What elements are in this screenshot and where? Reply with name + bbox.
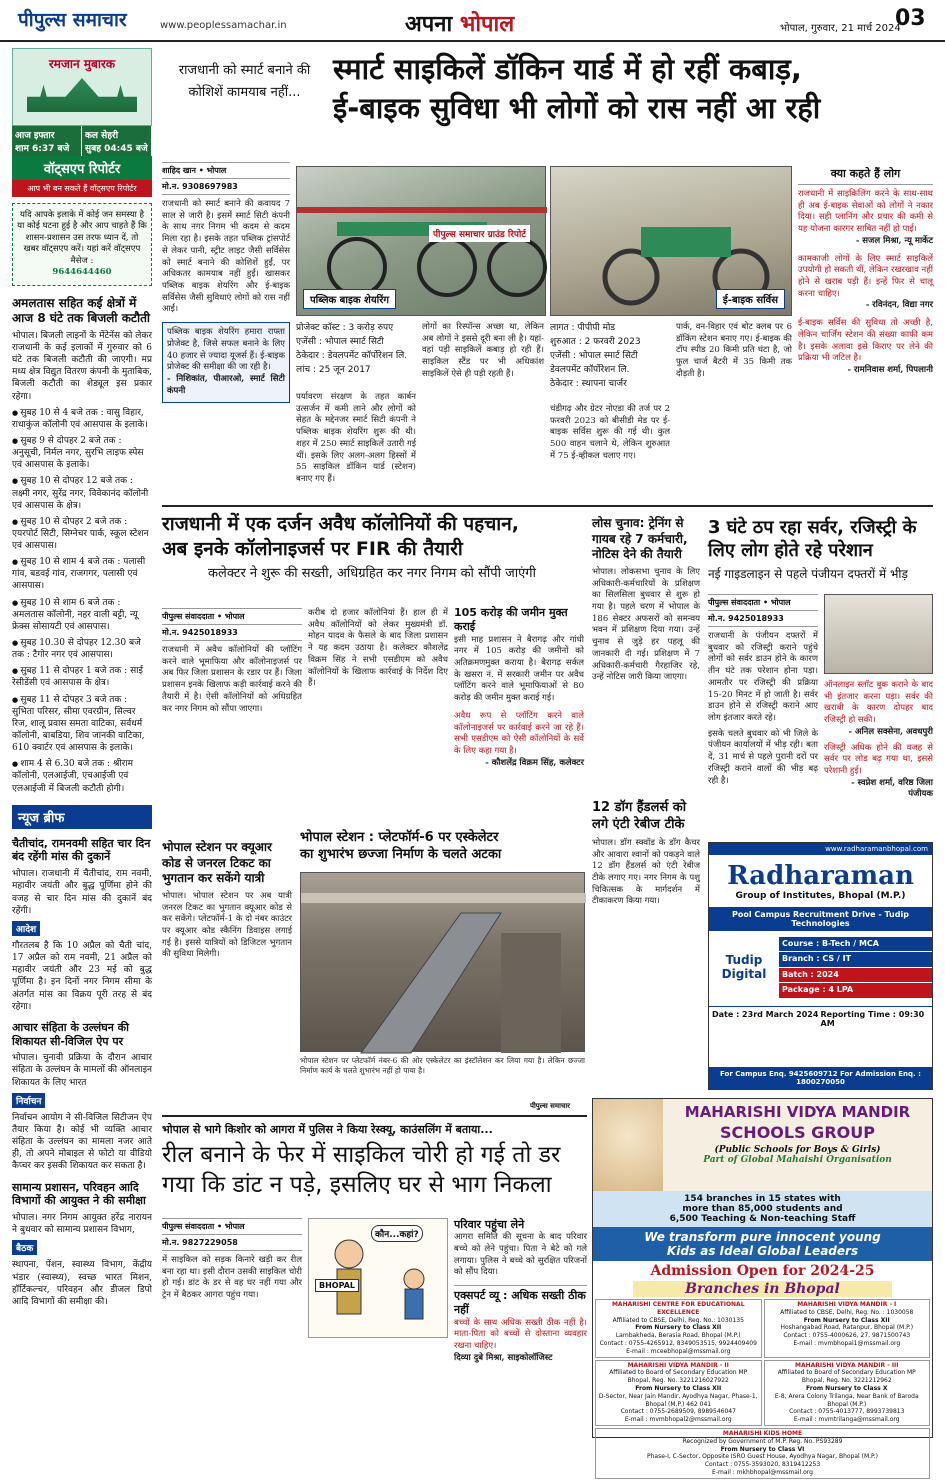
lead-body-4: चंडीगढ़ और ग्रेटर नोएडा की तर्ज पर 2 फरवरी 2023 को बीसीडी मेड पर ई-बाइक सर्विस शुरू की गई थी। कुल 500 वाहन चलाने थे, लेकिन शुरुआत में 75 ई-व्हीकल चलाए गए। — [550, 404, 670, 461]
section-b: भोपाल — [459, 12, 515, 37]
divider — [162, 505, 933, 507]
lead-headline — [333, 50, 933, 128]
ramzan-box — [12, 48, 152, 126]
list-item: ● सुबह 10 से शाम 4 बजे तक : पलासी गांव, बडवई गांव, राजगगर, पलासी एवं आसपास। — [12, 556, 152, 592]
branch-card — [595, 1360, 762, 1426]
collector-quote-by: - कौशलेंद्र विक्रम सिंह, कलेक्टर — [485, 757, 584, 768]
byline-name: पीपुल्स संवाददाता — [162, 612, 215, 621]
fact: ठेकेदार : स्थापना चार्जर — [550, 378, 627, 389]
ad2-titles — [663, 1099, 932, 1191]
quote-2: कामकाजी लोगों के लिए स्मार्ट साइकिलें उपयोगी हो सकती थीं, लेकिन रखरखाव नहीं होने से खराब पड़ी हैं। इन्हें फिर से चालू करना चाहिए। — [798, 253, 933, 299]
fact-box-2 — [550, 322, 670, 392]
branch-aff: Affiliated to CBSE, Delhi, Reg. No.: 1030135 — [612, 1316, 744, 1324]
fact: शुरुआत : 2 फरवरी 2023 — [550, 336, 641, 347]
byline-name: पीपुल्स संवाददाता — [708, 598, 761, 607]
ad2-top — [593, 1099, 932, 1191]
ad-report: Reporting Time : 09:30 AM — [820, 1009, 925, 1028]
section-title — [405, 8, 514, 38]
list-item: ● सुबह 10 से 4 बजे तक : वासु विहार, राधाकुंज कॉलोनी एवं आसपास के इलाके। — [12, 407, 152, 431]
ad2-stat-3: 6,500 Teaching & Non-teaching Staff — [669, 1214, 856, 1224]
branch-addr: Phase-I, C-Sector, Opposite ISRO Guest House, Ayodhya Nagar, Bhopal (M.P.) — [646, 1453, 878, 1461]
ad-package: Package : 4 LPA — [779, 983, 932, 997]
photo2-label: ई-बाइक सर्विस — [716, 289, 785, 309]
byline-name: पीपुल्स संवाददाता — [162, 1222, 215, 1231]
branch-addr: Lambakheda, Berasia Road, Bhopal (M.P.) — [615, 1332, 741, 1340]
bike-sharing-photo — [296, 166, 546, 316]
registry-phone: मो.न. 9425018933 — [708, 611, 818, 627]
branch-name: MAHARISHI VIDYA MANDIR - I — [797, 1301, 897, 1308]
reel-family — [454, 1218, 587, 1365]
escalator-illustration — [301, 873, 586, 1053]
maharishi-ad[interactable] — [592, 1098, 933, 1476]
ad-schedule — [709, 1006, 932, 1031]
branch-class: From Nursery to Class VI — [720, 1445, 805, 1453]
lead-body-2: पर्यावरण संरक्षण के तहत कार्बन उत्सर्जन में कमी लाने और लोगों को सेहत के मद्देनजर स्मार्ट सिटी कंपनी ने पब्लिक बाइक शेयरिंग शुरू की थी। शहर में 250 स्मार्ट साइकिलें उतारी गई थीं। इसके लिए अलग-अलग हिस्सों में 55 साइकिल डॉकिन यार्ड (स्टेशन) बनाए गए हैं। — [296, 392, 416, 485]
list-item: ● सुबह 10 से दोपहर 12 बजे तक : लक्ष्मी नगर, सुरेंद्र नगर, विवेकानंद कॉलोनी एवं आसपास के क्षेत्र। — [12, 475, 152, 511]
radharaman-ad[interactable] — [708, 842, 933, 1090]
fact-box-1 — [296, 322, 416, 378]
sehri-label: कल सेहरी — [85, 131, 119, 141]
brief2-tag: निर्वाचन — [12, 1093, 45, 1108]
smart-city-box — [162, 322, 290, 402]
fact: एजेंसी : भोपाल स्मार्ट सिटी डेवलपमेंट कॉर्पोरेशन लि. — [550, 350, 638, 375]
lead-head-1: स्मार्ट साइकिलें डॉकिन यार्ड में हो रहीं कबाड़, — [333, 52, 802, 86]
election-story — [592, 516, 700, 684]
photo-credit: पीपुल्स समाचार — [530, 1102, 571, 1110]
registry-sub: नई गाइडलाइन से पहले पंजीयन दफ्तरों में भीड़ — [708, 566, 908, 581]
branch-addr: E-8, Arera Colony Trilanga, Near Bank of Baroda Bhopal (M.P.) — [774, 1392, 919, 1408]
left-sidebar — [12, 48, 152, 1438]
registry-quote-1-by: - अनिल सक्सेना, अवधपुरी — [848, 726, 933, 737]
brief1-body: भोपाल। राजधानी में चैतीचांद, राम नवमी, महावीर जयंती और बुद्ध पूर्णिमा होने की वजह से चार दिन मांस की दुकानें बंद रहेंगी। — [12, 869, 152, 916]
quote-3: ई-बाइक सर्विस की सुविधा तो अच्छी है, लेकिन चार्जिंग स्टेशन की संख्या काफी कम है। इसके अलावा इसे किराए पर लेने की प्रक्रिया भी जटिल है। — [798, 318, 933, 364]
branch-aff: Affiliated to CBSE, Delhi, Reg. No. : 1030058 — [780, 1308, 914, 1316]
list-item: ● सुबह 9 से दोपहर 2 बजे तक : अनुसूची, निर्मल नगर, सुरभि लाइफ स्पेस एवं आसपास के इलाके। — [12, 435, 152, 471]
branch-card — [595, 1428, 930, 1479]
branch-addr: D-Sector, Near Jain Mandir, Ayodhya Nagar, Phase-1, Bhopal (M.P.) 462 041 — [598, 1392, 758, 1408]
branch-aff: Affiliated to Board of Secondary Education MP Bhopal, Reg. No. 3221216027922 — [609, 1369, 748, 1385]
land-head: 105 करोड़ की जमीन मुक्त कराई — [454, 606, 568, 634]
qr-head: भोपाल स्टेशन पर क्यूआर कोड से जनरल टिकट का भुगतान कर सकेंगे यात्री — [162, 840, 272, 886]
reel-head: रील बनाने के फेर में साइकिल चोरी हो गई तो डर गया कि डांट न पड़े, इसलिए घर से भाग निकला — [162, 1142, 561, 1198]
lead-kicker — [162, 60, 327, 104]
branch-phone: Contact : 0755-4000626, 27, 9871500743 — [783, 1332, 911, 1340]
ad2-title-2: SCHOOLS GROUP — [720, 1123, 875, 1142]
brief2-body: भोपाल। चुनावी प्रक्रिया के दौरान आचार संहिता के उल्लंघन के मामलों की ऑनलाइन शिकायत के लिए भारत — [12, 1053, 152, 1088]
registry-photo — [824, 594, 933, 674]
quote-1-by: - सजल मिश्रा, न्यू मार्केट — [855, 235, 933, 246]
registry-head: 3 घंटे ठप रहा सर्वर, रजिस्ट्री के लिए लोग होते रहे परेशान — [708, 517, 917, 562]
ad-sub: Group of Institutes, Bhopal (M.P.) — [735, 891, 906, 901]
iftar — [12, 126, 82, 156]
brief1-body2: गौरतलब है कि 10 अप्रैल को चैती चांद, 17 अप्रैल को राम नवमी, 21 अप्रैल को महावीर जयंती और 23 मई को बुद्ध पूर्णिमा है। इन दिनों नगर निगम सीमा के अंतर्गत मांस का विक्रय पूरी तरह से बंद रहेगा। — [12, 940, 152, 1012]
ad2-branches: Branches in Bhopal — [633, 1281, 892, 1297]
byline-name: शाहिद खान — [162, 166, 196, 175]
box-by: - निशिकांत, पीआरओ, स्मार्ट सिटी कंपनी — [167, 374, 285, 396]
ad2-stats — [593, 1191, 932, 1227]
brief2-title: आचार संहिता के उल्लंघन की शिकायत सी-विजिल ऐप पर — [12, 1020, 129, 1048]
power-body: भोपाल। बिजली लाइनों के मेंटेनेंस को लेकर राजधानी के कई इलाकों में गुरुवार को 6 घंटे तक बिजली कटौती की जाएगी। मप्र मध्य क्षेत्र विद्युत वितरण कंपनी के मुताबिक, बिजली कटौती का शेड्यूल इस प्रकार रहेगा। — [12, 330, 152, 402]
election-head: लोस चुनाव: ट्रेनिंग से गायब रहे 7 कर्मचारी, नोटिस देने की तैयारी — [592, 516, 688, 562]
people-quotes — [798, 166, 933, 377]
page-number: 03 — [895, 6, 926, 31]
branch-addr: Hoshangabad Road, Ratanpur, Bhopal (M.P.) — [780, 1324, 914, 1332]
branch-phone: Contact : 0755-4013777, 8993739813 — [789, 1408, 905, 1416]
whatsapp-title: वॉट्सएप रिपोर्टर — [12, 156, 152, 180]
branch-class: From Nursery to Class XII — [635, 1324, 722, 1332]
colonies-phone: मो.न. 9425018933 — [162, 625, 302, 641]
branch-name: MAHARISHI VIDYA MANDIR - II — [627, 1361, 729, 1369]
land-body: इसी माह प्रशासन ने बैरागढ़ और गांधी नगर में 105 करोड़ की जमीनों को अतिक्रमणमुक्त कराया है। बैरागढ़ सर्कल के खसरा नं. में सरकारी जमीन पर अवैध प्लॉटिंग करने वाले भूमाफियाओं से 80 करोड़ की जमीन मुक्त कराई गई। — [454, 634, 584, 704]
branch-card — [764, 1360, 931, 1426]
ad2-slogan-2: Kids as Ideal Global Leaders — [666, 1244, 859, 1258]
ad2-stat-1: 154 branches in 15 states with — [684, 1194, 841, 1204]
station-head-2: का शुभारंभ छज्जा निर्माण के चलते अटका — [300, 846, 502, 862]
photo1-label: पब्लिक बाइक शेयरिंग — [303, 289, 396, 309]
ebike-photo — [550, 166, 792, 316]
guru-photo — [593, 1099, 663, 1191]
lead-body-5: पार्क, वन-विहार एवं बोट क्लब पर 6 डॉकिंग स्टेशन बनाए गए। ई-बाइक की टॉप स्पीड 20 किमी प्रति घंटा है, जो फुल चार्ज बैटरी में 35 किमी तक दौड़ती है। — [676, 322, 792, 379]
lead-body-3: लोगों का रिस्पॉन्स अच्छा था, लेकिन अब लोगों ने इससे दूरी बना ली है। यहां-वहां पड़ी साइकिलें कबाड़ हो रही हैं। साइकिल स्टैंड पर भी अधिकांश साइकिलें ऐसे ही पड़ी रहती हैं। — [422, 322, 544, 379]
ad2-title-1: MAHARISHI VIDYA MANDIR — [684, 1103, 911, 1121]
lead-phone: मो.न. 9308697983 — [162, 179, 290, 195]
colonies-story — [162, 512, 582, 581]
power-title: अमलतास सहित कई क्षेत्रों में आज 8 घंटे तक बिजली कटौती — [12, 295, 151, 325]
branch-class: From Nursery to Class X — [806, 1384, 888, 1392]
ad2-slogan-1: We transform pure innocent young — [644, 1230, 881, 1244]
family-head: परिवार पहुंचा लेने — [454, 1218, 525, 1231]
registry-body: राजधानी के पंजीयन दफ्तरों में बुधवार को रजिस्ट्री कराने पहुंचे लोगों को सर्वर डाउन होने के कारण तीन घंटे तक परेशान होना पड़ा। आमतौर पर रजिस्ट्री की प्रक्रिया 15-20 मिनट में हो जाती है। सर्वर डाउन होने से रजिस्ट्री कराने आए लोग इंतजार करते रहे। — [708, 631, 818, 724]
station-photo — [300, 872, 585, 1052]
fact: ठेकेदार : डेवलपमेंट कॉर्पोरेशन लि. — [296, 350, 408, 361]
colonies-col1 — [162, 608, 302, 715]
power-list — [12, 407, 152, 795]
branch-phone: Contact : 0755-4265912, 8349053515, 9924409409 — [599, 1339, 757, 1347]
masthead — [0, 0, 945, 42]
branch-card — [764, 1299, 931, 1358]
ad2-sub-1: (Public Schools for Boys & Girls) — [714, 1145, 881, 1155]
station-caption: भोपाल स्टेशन पर प्लेटफॉर्म नंबर-6 की ओर एस्केलेटर का इंस्टॉलेशन कर लिया गया है। लेकिन छज्जा निर्माण कार्य के चलते शुभारंभ नहीं हो पाया है। — [300, 1056, 585, 1076]
brief1-title: चैतीचांद, रामनवमी सहित चार दिन बंद रहेंगी मांस की दुकानें — [12, 836, 151, 864]
ad2-sub-2: Part of Global Mahaishi Organisation — [703, 1155, 892, 1165]
mosque-icon — [27, 78, 137, 112]
quote-1: राजधानी में साइकिलिंग करने के साथ-साथ ही अब ई-बाइक सेवाओं को लोगों ने नकार दिया। सही प्लानिंग और प्रचार की कमी से यह योजना कारगर साबित नहीं हो पाई। — [798, 189, 933, 235]
whatsapp-body: यदि आपके इलाके में कोई जन समस्या है या कोई घटना हुई है और आप चाहते हैं कि शासन-प्रशासन उस तरफ ध्यान दें, तो खबर वॉट्सएप करें। यहां करें वॉट्सएप मैसेज : — [17, 210, 147, 266]
brief3-tag: बैठक — [12, 1240, 37, 1255]
report-tag: पीपुल्स समाचार ग्राउंड रिपोर्ट — [429, 225, 530, 242]
whatsapp-tag: आप भी बन सकते हैं वॉट्सएप रिपोर्टर — [12, 180, 152, 197]
list-item: ● सुबह 11 से दोपहर 3 बजे तक : सुभिता परिसर, सीमा एवरग्रीन, सिल्वर रिज, शालू प्रवास समता वाटिका, सर्वधर्म कॉलोनी, बाबडिया, शिव जानकी वाटिका, 610 क्वार्टर एवं आसपास के इलाके। — [12, 694, 152, 755]
list-item: ● शाम 4 से 6.30 बजे तक : श्रीराम कॉलोनी, एलआईजी, एचआईजी एवं एलआईजी में बिजली कटौती होगी। — [12, 758, 152, 794]
branch-card — [595, 1299, 762, 1358]
colonies-sub: कलेक्टर ने शुरू की सख्ती, अधिग्रहित कर नगर निगम को सौंपी जाएंगी — [208, 566, 536, 582]
dog-body: भोपाल। डॉग स्क्वॉड के डॉग कैचर और आवारा श्वानों को पकड़ने वाले 12 डॉग हैंडलर्स को एंटी रेबीज टीके लगाए गए। नगर निगम के पशु चिकित्सक के मार्गदर्शन में टीकाकरण किया गया। — [592, 837, 700, 907]
fact: एजेंसी : भोपाल स्मार्ट सिटी — [296, 336, 384, 347]
ad-info — [779, 937, 932, 998]
branch-mail: E-mail : mkhbhopal@mssmail.org — [712, 1468, 813, 1476]
reel-phone: मो.न. 9827229058 — [162, 1235, 302, 1251]
registry-col1 — [708, 594, 818, 787]
branch-class: From Nursery to Class XII — [635, 1384, 722, 1392]
dog-head: 12 डॉग हैंडलर्स को लगे एंटी रेबीज टीके — [592, 800, 687, 832]
colonies-body-2: करीब दो हजार कॉलोनियां हैं। हाल ही में अवैध कॉलोनियों को लेकर मुख्यमंत्री डॉ. मोहन यादव के फैसले के बाद जिला प्रशासन ने यह कदम उठाया है। कलेक्टर कौशलेंद्र विक्रम सिंह ने सभी एसडीएम को अवैध कॉलोनियों के खिलाफ कार्रवाई के निर्देश दिए हैं। — [308, 608, 448, 689]
ad-name: Radharaman — [727, 861, 914, 891]
branch-name: MAHARISHI VIDYA MANDIR - III — [794, 1361, 899, 1369]
whatsapp-number[interactable]: 9644644460 — [52, 267, 112, 278]
reel-byline: पीपुल्स संवाददाता • भोपाल — [162, 1218, 302, 1235]
ramzan-title: रमजान मुबारक — [48, 57, 116, 71]
brief3-body: भोपाल। नगर निगम आयुक्त हरेंद्र नारायन ने बुधवार को सामान्य प्रशासन विभाग, — [12, 1213, 152, 1236]
list-item: ● सुबह 10.30 से दोपहर 12.30 बजे तक : टैगोर नगर एवं आसपास। — [12, 637, 152, 661]
branch-phone: Contact : 0755-3593020, 8319412253 — [704, 1461, 821, 1469]
brief3-body2: स्थापना, पेंशन, स्वास्थ्य विभाग, केंद्रीय भंडार (स्वास्थ्य), स्वच्छ भारत मिशन, हॉर्टिकल्चर, परिवहन और डीजल डिपो आदि विभागों की समीक्षा की। — [12, 1260, 152, 1307]
colonies-head-2: अब इनके कॉलोनाइजर्स पर FIR की तैयारी — [162, 537, 463, 560]
ad-course: Course : B-Tech / MCA — [779, 937, 932, 951]
box-text: पब्लिक बाइक शेयरिंग हमारा राफ्ता प्रोजेक्ट है, जिसे सफल बनाने के लिए 40 हजार से ज्यादा यूजर्स हैं। ई-बाइक प्रोजेक्ट की समीक्षा की जा रही है। — [167, 327, 285, 373]
tudip-logo: Tudip Digital — [721, 953, 767, 982]
ad2-branch-grid — [593, 1297, 932, 1481]
collector-quote: अवैध रूप से प्लॉटिंग करने वाले कॉलोनाइजर्स पर कार्रवाई करने जा रहे हैं। सभी एसडीएम को ऐसी कॉलोनियों के सर्वे के लिए कहा गया है। — [454, 710, 584, 757]
section-a: अपना — [405, 12, 453, 37]
branch-aff: Affiliated to Board of Secondary Education MP Bhopal, Reg. No. 3221212962 — [777, 1369, 916, 1385]
branch-mail: E-mail : mceebhopal@mssmail.org — [626, 1347, 731, 1355]
lead-kicker-text: राजधानी को स्मार्ट बनाने की कोशिशें कामयाब नहीं... — [178, 63, 311, 101]
quote-head: क्या कहते हैं लोग — [798, 166, 933, 185]
election-body: भोपाल। लोकसभा चुनाव के लिए अधिकारी-कर्मचारियों के प्रशिक्षण का सिलसिला बुधवार से शुरू हो गया है। पहले चरण में भोपाल के 186 सेक्टर अफसरों को समन्वय भवन में प्रशिक्षण दिया गया। उन्हें चुनाव से जुड़े हर पहलू की जानकारी दी गई। प्रशिक्षण में 7 अधिकारी-कर्मचारी गैरहाजिर रहे, उन्हें नोटिस जारी किया जाएगा। — [592, 566, 700, 683]
land-box — [454, 606, 584, 770]
reel-kicker: भोपाल से भागे किशोर को आगरा में पुलिस ने किया रेस्क्यू, काउंसलिंग में बताया... — [162, 1123, 493, 1136]
station-story — [300, 830, 585, 864]
branch-mail: E-mail : mvmtrilanga@mssmail.org — [793, 1416, 900, 1424]
ad-date: Date : 23rd March 2024 — [712, 1009, 819, 1019]
sehri-time: सुबह 04:45 बजे — [85, 144, 148, 154]
qr-body: भोपाल। भोपाल स्टेशन पर अब यात्री जनरल टिकट का भुगतान क्यूआर कोड से कर सकेंगे। प्लेटफॉर्म-1 के दो नंबर काउंटर पर क्यूआर कोड स्कैनिंग डिवाइस लगाई गई है। इससे यात्रियों को डिजिटल भुगतान की सुविधा मिलेगी। — [162, 890, 292, 960]
fact: लागत : पीपीपी मोड — [550, 323, 616, 333]
brand-logo: पीपुल्स समाचार — [18, 9, 127, 31]
reel-story — [162, 1122, 587, 1201]
ad-banner: Pool Campus Recruitment Drive - Tudip Technologies — [709, 907, 932, 931]
reel-body: में साइकिल को सड़क किनारे खड़ी कर रील बना रहा था। इसी दौरान उसकी साइकिल चोरी हो गई। डांट के डर से वह घर नहीं गया और ट्रेन में बैठकर आगरा पहुंच गया। — [162, 1255, 302, 1301]
byline-loc: भोपाल — [224, 1222, 245, 1231]
lead-head-2: ई-बाइक सुविधा भी लोगों को रास नहीं आ रही — [333, 91, 821, 126]
news-brief-label: न्यूज ब्रीफ — [12, 805, 152, 829]
branch-class: From Nursery to Class XII — [803, 1316, 890, 1324]
cartoon-bubble: कौन...कहां? — [371, 1225, 423, 1242]
registry-quote-2-by: - स्वप्नेश शर्मा, वरिष्ठ जिला पंजीयक — [851, 777, 933, 800]
list-item: ● सुबह 11 से दोपहर 1 बजे तक : साई रेसीडेंसी एवं आसपास के क्षेत्र। — [12, 665, 152, 689]
colonies-head-1: राजधानी में एक दर्जन अवैध कॉलोनियों की पहचान, — [162, 513, 519, 535]
registry-byline: पीपुल्स संवाददाता • भोपाल — [708, 594, 818, 611]
expert-by: दिव्या दुबे मिश्रा, साइकोलॉजिस्ट — [454, 1352, 553, 1363]
expert-body: बच्चों के साथ अधिक सख्ती ठीक नहीं है। माता-पिता को बच्चों से दोस्ताना व्यवहार रखना चाहिए। — [454, 1317, 587, 1352]
byline-loc: भोपाल — [224, 612, 245, 621]
list-item: ● सुबह 10 से शाम 6 बजे तक : अमलतास कॉलोनी, नहर वाली बट्टी, न्यू फ्रेक्स सोसायटी एवं आसपास। — [12, 597, 152, 633]
registry-quote-2: रजिस्ट्री अधिक होने की वजह से सर्वर पर लोड बढ़ गया था, इससे परेशानी हुई। — [824, 742, 933, 777]
ad-url[interactable]: www.radharamanbhopal.com — [709, 843, 932, 855]
fact: प्रोजेक्ट कॉस्ट : 3 करोड़ रुपए — [296, 323, 394, 333]
ad-contact: For Campus Enq. 9425609712 For Admission Enq. : 1800270050 — [709, 1067, 932, 1089]
station-head-1: भोपाल स्टेशन : प्लेटफॉर्म-6 पर एस्केलेटर — [300, 830, 499, 845]
lead-column-1 — [162, 162, 290, 403]
family-body: आगरा समिति की सूचना के बाद परिवार बच्चे को लेने पहुंचा। पिता ने बेटे को गले लगाया। पुलिस ने बच्चे को सुरक्षित परिजनों को सौंप दिया। — [454, 1232, 587, 1278]
branch-aff: Recognized by Government of M.P. Reg. No. PS93289 — [682, 1437, 843, 1445]
ad2-stat-2: more than 85,000 students and — [682, 1204, 843, 1214]
branch-phone: Contact : 0755-2689509, 8989546047 — [620, 1408, 736, 1416]
registry-story — [708, 516, 933, 582]
ad2-admission: Admission Open for 2024-25 — [650, 1263, 875, 1279]
brief1-tag: आदेश — [12, 921, 40, 936]
ad2-slogan — [593, 1227, 932, 1261]
lead-byline: शाहिद खान • भोपाल — [162, 162, 290, 179]
reel-col1 — [162, 1218, 302, 1302]
registry-quotes — [824, 680, 933, 801]
colonies-byline: पीपुल्स संवाददाता • भोपाल — [162, 608, 302, 625]
dog-story — [592, 800, 700, 908]
branch-name: MAHARISHI KIDS HOME — [722, 1429, 803, 1437]
lead-body-1: राजधानी को स्मार्ट बनाने की कवायद 7 साल से जारी है। इसमें स्मार्ट सिटी कंपनी के साथ नगर निगम भी कदम से कदम मिला रहा है। इसके तहत पब्लिक ट्रांसपोर्ट से लेकर पानी, स्ट्रीट लाइट जैसी सर्विसेस को स्मार्ट बनाने की कोशिशें हुईं, पर अधिकतर कामयाब नहीं हुईं। खासकर पब्लिक बाइक शेयरिंग और ई-बाइक सर्विसेस जैसी सुविधाएं लोगों को रास नहीं आईं। — [162, 199, 290, 315]
branch-name: MAHARISHI CENTRE FOR EDUCATIONAL EXCELLENCE — [611, 1301, 745, 1316]
brief2-body2: निर्वाचन आयोग ने सी-विजिल सिटीजन ऐप तैयार किया है। कोई भी व्यक्ति आचार संहिता के उल्लंघन का मामला नजर आते ही, तो अपने मोबाइल से फोटो या वीडियो कैप्चर कर इसकी शिकायत कर सकता है। — [12, 1112, 152, 1172]
sehri — [82, 126, 152, 156]
byline-loc: भोपाल — [206, 166, 227, 175]
ad-batch: Batch : 2024 — [779, 968, 932, 982]
quote-2-by: - रविनंदन, विद्या नगर — [865, 300, 933, 311]
brief3-title: सामान्य प्रशासन, परिवहन आदि विभागों की आयुक्त ने की समीक्षा — [12, 1180, 146, 1208]
byline-loc: भोपाल — [770, 598, 791, 607]
iftar-label: आज इफ्तार — [15, 131, 55, 141]
registry-quote-1: ऑनलाइन स्लॉट बुक कराने के बाद भी इंतजार करना पड़ा। सर्वर की खराबी के कारण दोपहर बाद रजिस्ट्री हो सकी। — [824, 680, 933, 726]
expert-head: एक्सपर्ट व्यू : अधिक सख्ती ठीक नहीं — [454, 1285, 587, 1318]
qr-story — [162, 840, 292, 961]
issue-date: भोपाल, गुरुवार, 21 मार्च 2024 — [780, 23, 901, 34]
ad-branch: Branch : CS / IT — [779, 952, 932, 966]
list-item: ● सुबह 10 से दोपहर 2 बजे तक : एयरपोर्ट सिटी, सिग्नेचर पार्क, स्कूल स्टेशन एवं आसपास। — [12, 516, 152, 552]
ramzan-times — [12, 126, 152, 156]
ad-details — [709, 937, 932, 998]
site-url[interactable]: www.peoplessamachar.in — [160, 20, 287, 31]
cartoon — [308, 1218, 448, 1338]
branch-mail: E-mail : mvmbhopal2@mssmail.org — [624, 1416, 732, 1424]
quote-3-by: - रामनिवास शर्मा, पिपलानी — [847, 365, 933, 376]
whatsapp-box — [12, 203, 152, 286]
cartoon-sign: BHOPAL — [315, 1279, 359, 1292]
fact: लांच : 25 जून 2017 — [296, 364, 371, 375]
iftar-time: शाम 6:37 बजे — [15, 144, 70, 154]
branch-mail: E-mail : mvmbhopal1@mssmail.org — [793, 1339, 901, 1347]
colonies-body-1: राजधानी में अवैध कॉलोनियों की प्लॉटिंग करने वाले भूमाफिया और कॉलोनाइजर्स पर अब फिर जिला प्रशासन के रडार पर हैं। जिला प्रशासन इनके खिलाफ कड़ी कार्रवाई करने की तैयारी में है। ऐसी कॉलोनियों को अधिग्रहित कर नगर निगम को सौंपा जाएगा। — [162, 645, 302, 714]
registry-body-2: इसके चलते बुधवार को भी जिले के पंजीयन कार्यालयों में भीड़ रही। बता दें, 31 मार्च से पहले पुरानी दरों पर रजिस्ट्री कराने वालों की भीड़ बढ़ रही है। — [708, 728, 818, 786]
divider — [162, 1115, 587, 1117]
